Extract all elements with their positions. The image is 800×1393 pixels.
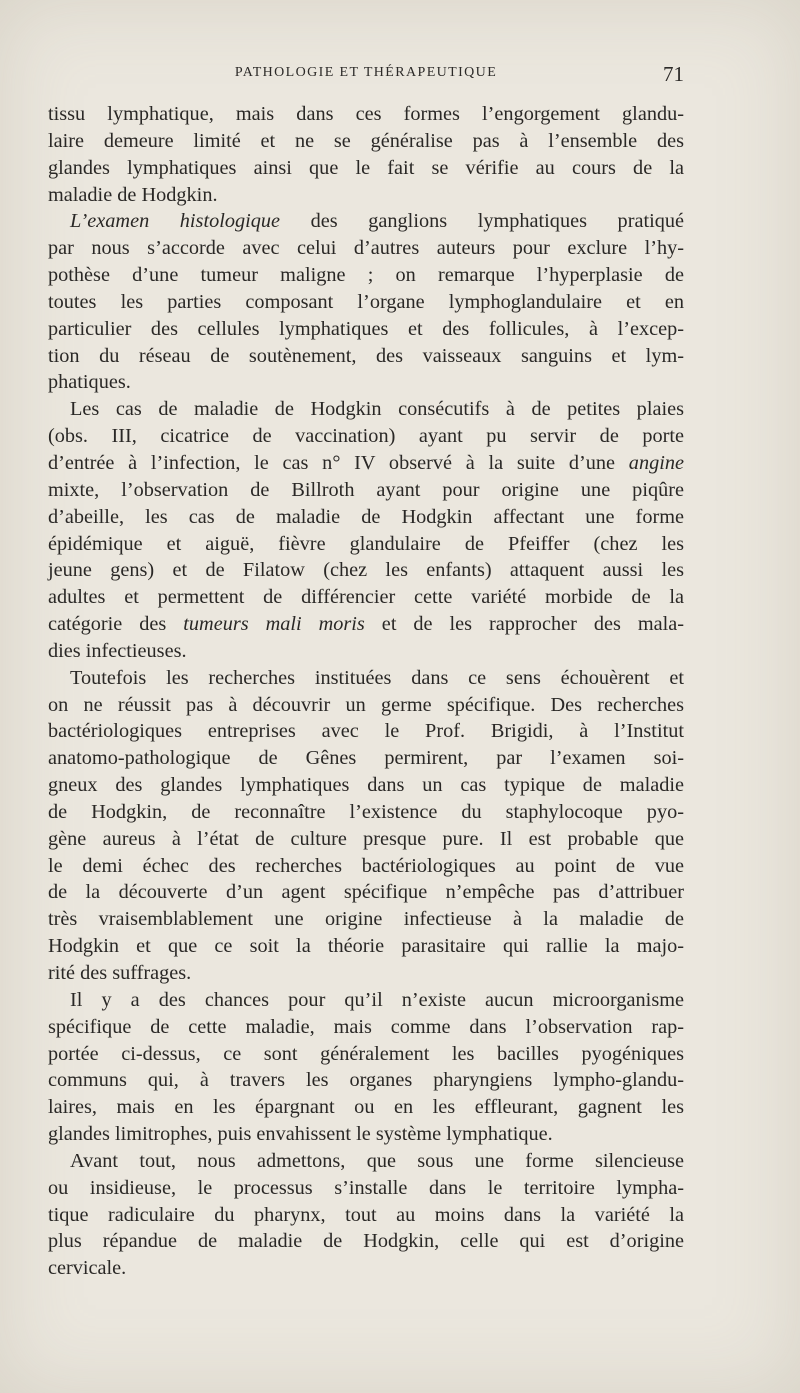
text-line: phatiques. (48, 371, 131, 394)
text-line: tissu lymphatique, mais dans ces formes l’engorgement glandu- (48, 103, 684, 125)
text-line: très vraisemblablement une origine infectieuse à la maladie de (48, 908, 684, 931)
text-line: épidémique et aiguë, fièvre glandulaire de Pfeiffer (chez les (48, 532, 684, 555)
paragraph (48, 987, 684, 1148)
text-line: de la découverte d’un agent spécifique n’empêche pas d’attribuer (48, 881, 684, 904)
text-line: bactériologiques entreprises avec le Prof. Brigidi, à l’Institut (48, 720, 684, 743)
text-line: Hodgkin et que ce soit la théorie parasitaire qui rallie la majo- (48, 935, 684, 958)
text-line: cervicale. (48, 1257, 127, 1280)
text-line: laires, mais en les épargnant ou en les effleurant, gagnent les (48, 1096, 684, 1119)
text-line (48, 450, 684, 477)
text-line: adultes et permettent de différencier cette variété morbide de la (48, 586, 684, 609)
text-line: pothèse d’une tumeur maligne ; on remarque l’hyperplasie de (48, 264, 684, 287)
text-line: laire demeure limité et ne se généralise pas à l’ensemble des (48, 129, 684, 152)
paragraph (48, 665, 684, 987)
text-line: spécifique de cette maladie, mais comme dans l’observation rap- (48, 1015, 684, 1038)
italic-term: L’examen histologique (70, 210, 281, 233)
text-fragment: d’entrée à l’infection, le cas n° IV observé à la suite d’une (48, 451, 629, 474)
text-line: rité des suffrages. (48, 962, 192, 984)
text-fragment: des ganglions lymphatiques pratiqué (280, 210, 685, 233)
text-line: tion du réseau de soutènement, des vaisseaux sanguins et lym- (48, 344, 684, 367)
text-line: tique radiculaire du pharynx, tout au moins dans la variété la (48, 1203, 684, 1226)
paragraph (48, 101, 684, 208)
text-line: anatomo-pathologique de Gênes permirent, par l’examen soi- (48, 747, 684, 770)
paragraph (48, 1148, 684, 1282)
text-line: toutes les parties composant l’organe lymphoglandulaire et en (48, 290, 684, 313)
text-fragment: et de les rapprocher des mala- (364, 613, 684, 636)
text-line: dies infectieuses. (48, 639, 187, 662)
text-fragment: catégorie des (48, 613, 184, 636)
text-line: on ne réussit pas à découvrir un germe spécifique. Des recherches (48, 693, 684, 716)
text-line: maladie de Hodgkin. (48, 183, 218, 206)
text-line: particulier des cellules lymphatiques et des follicules, à l’excep- (48, 317, 684, 340)
text-line: Il y a des chances pour qu’il n’existe aucun microorganisme (70, 988, 684, 1011)
text-line: Les cas de maladie de Hodgkin consécutifs à de petites plaies (70, 398, 684, 421)
running-title: PATHOLOGIE ET THÉRAPEUTIQUE (234, 65, 498, 80)
text-line: jeune gens) et de Filatow (chez les enfants) attaquent aussi les (48, 559, 684, 582)
paragraph (48, 208, 684, 396)
italic-term: tumeurs mali moris (183, 613, 365, 636)
text-line (48, 208, 684, 235)
text-line: Avant tout, nous admettons, que sous une forme silencieuse (70, 1149, 684, 1172)
page-number: 71 (663, 62, 684, 86)
text-line: gène aureus à l’état de culture presque pure. Il est probable que (48, 827, 684, 850)
text-line: par nous s’accorde avec celui d’autres auteurs pour exclure l’hy- (48, 237, 684, 260)
text-line: glandes limitrophes, puis envahissent le système lymphatique. (48, 1123, 553, 1146)
text-line: Toutefois les recherches instituées dans ce sens échouèrent et (70, 666, 684, 689)
text-line: mixte, l’observation de Billroth ayant pour origine une piqûre (48, 478, 684, 501)
paragraph (48, 396, 684, 664)
text-line: de Hodgkin, de reconnaître l’existence du staphylocoque pyo- (48, 800, 684, 823)
text-line (48, 611, 684, 638)
text-line: d’abeille, les cas de maladie de Hodgkin affectant une forme (48, 505, 684, 528)
page-header (48, 62, 684, 86)
text-line: plus répandue de maladie de Hodgkin, celle qui est d’origine (48, 1230, 684, 1253)
text-line: glandes lymphatiques ainsi que le fait se vérifie au cours de la (48, 156, 684, 179)
text-line: communs qui, à travers les organes pharyngiens lympho-glandu- (48, 1069, 684, 1092)
italic-term: angine (628, 451, 684, 474)
text-line: gneux des glandes lymphatiques dans un cas typique de maladie (48, 774, 684, 797)
text-line: portée ci-dessus, ce sont généralement les bacilles pyogéniques (48, 1042, 684, 1065)
text-line: ou insidieuse, le processus s’installe dans le territoire lympha- (48, 1176, 684, 1199)
text-line: (obs. III, cicatrice de vaccination) ayant pu servir de porte (48, 425, 684, 448)
text-line: le demi échec des recherches bactériologiques au point de vue (48, 854, 684, 877)
body-text (48, 101, 684, 1282)
